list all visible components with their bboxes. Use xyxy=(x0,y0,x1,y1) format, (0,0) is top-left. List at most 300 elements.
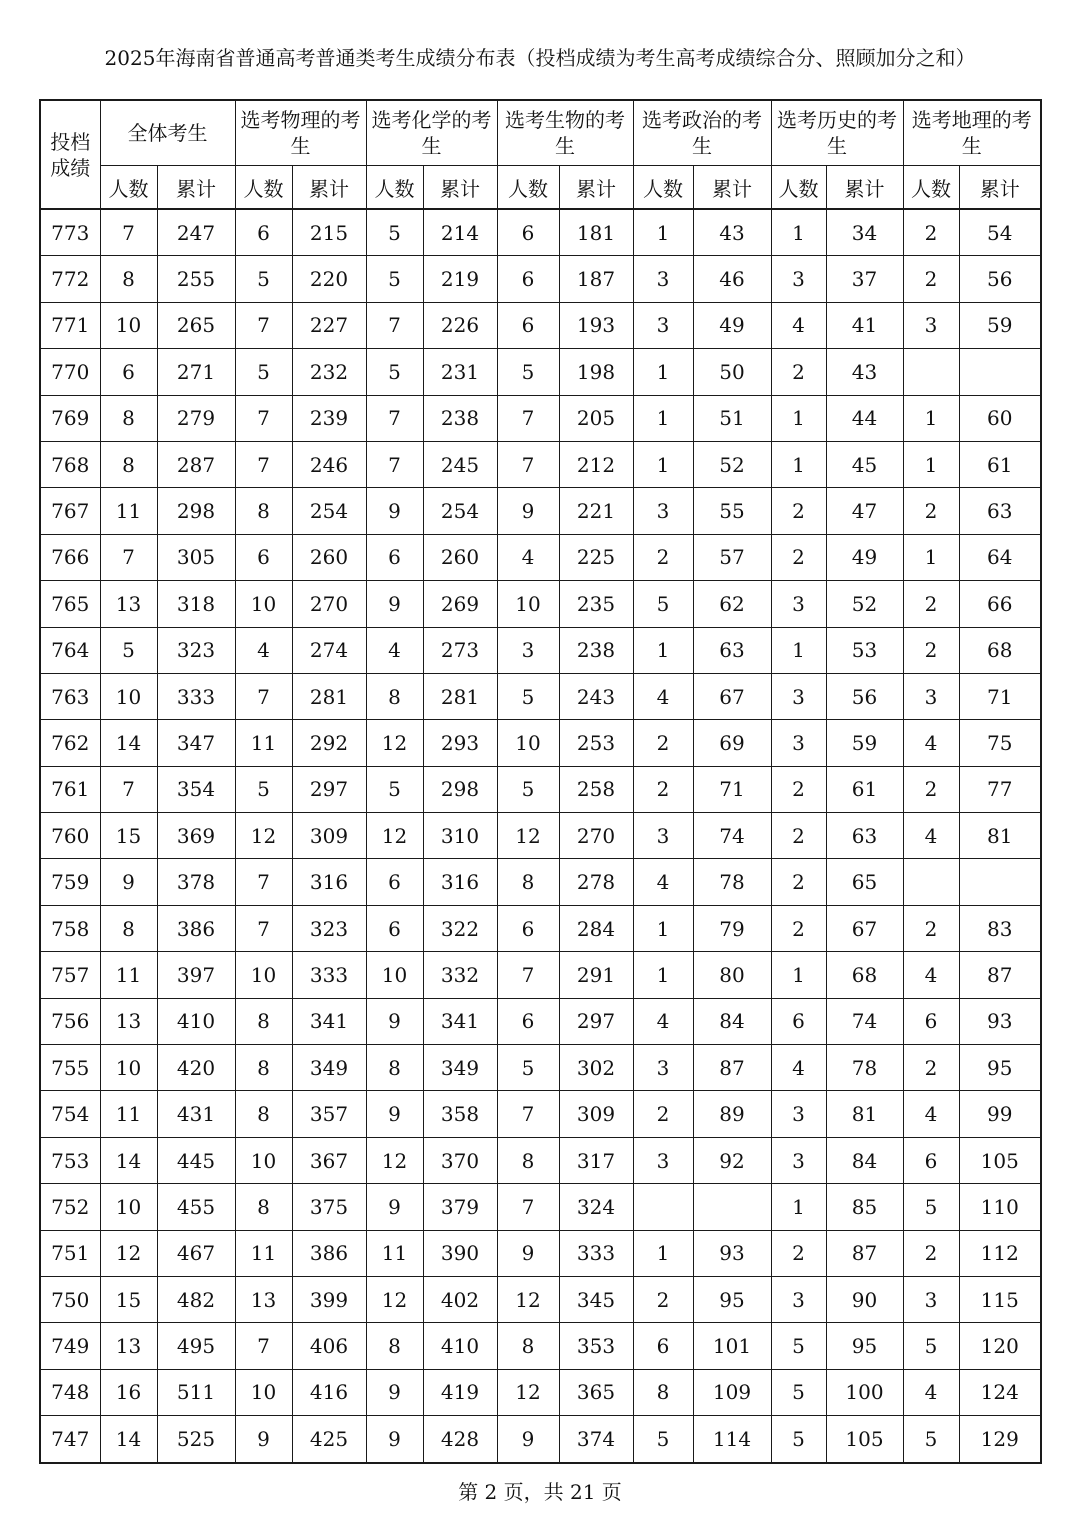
table-row xyxy=(40,720,1041,766)
cell-all-cumulative: 420 xyxy=(157,1045,235,1091)
cell-chemistry-cumulative: 238 xyxy=(423,395,497,441)
cell-all-cumulative: 347 xyxy=(157,720,235,766)
cell-history-count: 3 xyxy=(771,256,826,302)
cell-physics-cumulative: 232 xyxy=(292,349,366,395)
cell-history-count: 4 xyxy=(771,302,826,348)
cell-politics-cumulative: 95 xyxy=(693,1276,771,1322)
cell-politics-count: 8 xyxy=(633,1369,693,1415)
cell-physics-count: 9 xyxy=(235,1416,292,1463)
cell-physics-count: 4 xyxy=(235,627,292,673)
cell-history-count: 1 xyxy=(771,441,826,487)
cell-physics-count: 7 xyxy=(235,302,292,348)
cell-physics-count: 11 xyxy=(235,1230,292,1276)
cell-all-cumulative: 287 xyxy=(157,441,235,487)
cell-history-cumulative: 105 xyxy=(826,1416,903,1463)
cell-physics-count: 8 xyxy=(235,1184,292,1230)
cell-politics-cumulative: 101 xyxy=(693,1323,771,1369)
cell-politics-cumulative: 51 xyxy=(693,395,771,441)
cell-geography-count: 3 xyxy=(903,302,959,348)
cell-geography-count: 3 xyxy=(903,673,959,719)
table-row xyxy=(40,209,1041,256)
cell-all-cumulative: 455 xyxy=(157,1184,235,1230)
cell-politics-count: 6 xyxy=(633,1323,693,1369)
cell-chemistry-count: 11 xyxy=(366,1230,423,1276)
cell-physics-count: 7 xyxy=(235,859,292,905)
cell-biology-cumulative: 225 xyxy=(559,534,633,580)
cell-physics-count: 13 xyxy=(235,1276,292,1322)
cell-biology-count: 6 xyxy=(497,998,559,1044)
cell-geography-cumulative: 63 xyxy=(959,488,1041,534)
cell-chemistry-count: 9 xyxy=(366,1416,423,1463)
cell-chemistry-cumulative: 332 xyxy=(423,952,497,998)
cell-history-cumulative: 90 xyxy=(826,1276,903,1322)
cell-politics-cumulative: 74 xyxy=(693,813,771,859)
cell-chemistry-cumulative: 419 xyxy=(423,1369,497,1415)
table-header xyxy=(40,100,1041,209)
cell-geography-count: 5 xyxy=(903,1416,959,1463)
cell-all-cumulative: 482 xyxy=(157,1276,235,1322)
cumulative-header: 累计 xyxy=(559,166,633,210)
cell-chemistry-count: 8 xyxy=(366,1045,423,1091)
cell-physics-cumulative: 274 xyxy=(292,627,366,673)
cell-chemistry-count: 9 xyxy=(366,488,423,534)
cell-chemistry-count: 4 xyxy=(366,627,423,673)
cell-geography-cumulative xyxy=(959,859,1041,905)
cell-politics-count: 1 xyxy=(633,441,693,487)
cell-politics-count: 4 xyxy=(633,673,693,719)
cell-biology-count: 7 xyxy=(497,1184,559,1230)
cell-biology-cumulative: 235 xyxy=(559,581,633,627)
cell-score: 749 xyxy=(40,1323,100,1369)
cell-geography-count xyxy=(903,349,959,395)
cell-politics-cumulative: 93 xyxy=(693,1230,771,1276)
cell-physics-cumulative: 406 xyxy=(292,1323,366,1369)
cell-politics-cumulative: 79 xyxy=(693,905,771,951)
cell-all-cumulative: 354 xyxy=(157,766,235,812)
cell-score: 769 xyxy=(40,395,100,441)
count-header: 人数 xyxy=(235,166,292,210)
count-header: 人数 xyxy=(633,166,693,210)
cell-all-count: 7 xyxy=(100,534,157,580)
cell-geography-cumulative: 68 xyxy=(959,627,1041,673)
table-row xyxy=(40,1184,1041,1230)
cell-physics-cumulative: 386 xyxy=(292,1230,366,1276)
cell-politics-count: 1 xyxy=(633,209,693,256)
cell-biology-count: 5 xyxy=(497,349,559,395)
count-header: 人数 xyxy=(100,166,157,210)
cell-politics-cumulative xyxy=(693,1184,771,1230)
count-header: 人数 xyxy=(366,166,423,210)
cell-chemistry-count: 5 xyxy=(366,766,423,812)
cell-chemistry-count: 8 xyxy=(366,1323,423,1369)
cell-chemistry-count: 10 xyxy=(366,952,423,998)
cell-geography-count: 3 xyxy=(903,1276,959,1322)
cell-politics-cumulative: 80 xyxy=(693,952,771,998)
cell-biology-cumulative: 374 xyxy=(559,1416,633,1463)
cell-score: 758 xyxy=(40,905,100,951)
cell-chemistry-cumulative: 341 xyxy=(423,998,497,1044)
table-row xyxy=(40,998,1041,1044)
cell-politics-count: 3 xyxy=(633,488,693,534)
cell-geography-cumulative: 71 xyxy=(959,673,1041,719)
cell-all-cumulative: 378 xyxy=(157,859,235,905)
cell-history-count: 2 xyxy=(771,349,826,395)
cell-physics-cumulative: 375 xyxy=(292,1184,366,1230)
cell-politics-count: 2 xyxy=(633,1091,693,1137)
cell-chemistry-cumulative: 273 xyxy=(423,627,497,673)
cell-score: 764 xyxy=(40,627,100,673)
cell-all-cumulative: 318 xyxy=(157,581,235,627)
cell-all-cumulative: 305 xyxy=(157,534,235,580)
cell-politics-count: 3 xyxy=(633,1137,693,1183)
cell-history-count: 2 xyxy=(771,488,826,534)
cell-history-cumulative: 87 xyxy=(826,1230,903,1276)
cell-geography-cumulative: 87 xyxy=(959,952,1041,998)
cell-physics-cumulative: 254 xyxy=(292,488,366,534)
cell-geography-count: 2 xyxy=(903,256,959,302)
table-row xyxy=(40,1230,1041,1276)
cell-physics-count: 7 xyxy=(235,395,292,441)
cell-biology-cumulative: 212 xyxy=(559,441,633,487)
cell-geography-count: 4 xyxy=(903,1369,959,1415)
cumulative-header: 累计 xyxy=(693,166,771,210)
cell-history-cumulative: 74 xyxy=(826,998,903,1044)
cell-all-cumulative: 397 xyxy=(157,952,235,998)
cell-geography-cumulative: 59 xyxy=(959,302,1041,348)
cell-chemistry-cumulative: 226 xyxy=(423,302,497,348)
cell-history-count: 3 xyxy=(771,1091,826,1137)
cell-politics-cumulative: 109 xyxy=(693,1369,771,1415)
cell-physics-cumulative: 309 xyxy=(292,813,366,859)
cell-chemistry-cumulative: 402 xyxy=(423,1276,497,1322)
table-body xyxy=(40,209,1041,1463)
cell-geography-cumulative: 75 xyxy=(959,720,1041,766)
cell-all-count: 14 xyxy=(100,720,157,766)
cell-geography-count: 1 xyxy=(903,395,959,441)
cell-geography-cumulative: 93 xyxy=(959,998,1041,1044)
cell-biology-count: 6 xyxy=(497,905,559,951)
cell-score: 747 xyxy=(40,1416,100,1463)
cell-history-count: 3 xyxy=(771,720,826,766)
cell-politics-count: 1 xyxy=(633,395,693,441)
cell-geography-count: 2 xyxy=(903,1230,959,1276)
cell-history-cumulative: 68 xyxy=(826,952,903,998)
cell-geography-cumulative: 95 xyxy=(959,1045,1041,1091)
cell-geography-cumulative: 81 xyxy=(959,813,1041,859)
cell-biology-count: 7 xyxy=(497,952,559,998)
cell-biology-count: 8 xyxy=(497,1137,559,1183)
cell-biology-count: 12 xyxy=(497,813,559,859)
cell-biology-cumulative: 309 xyxy=(559,1091,633,1137)
cell-biology-cumulative: 198 xyxy=(559,349,633,395)
cell-chemistry-count: 6 xyxy=(366,534,423,580)
score-column-header: 投档成绩 xyxy=(40,100,100,209)
cell-physics-cumulative: 399 xyxy=(292,1276,366,1322)
cell-all-count: 15 xyxy=(100,813,157,859)
cell-history-count: 2 xyxy=(771,813,826,859)
table-row xyxy=(40,1416,1041,1463)
table-row xyxy=(40,581,1041,627)
cell-politics-count: 1 xyxy=(633,349,693,395)
table-row xyxy=(40,859,1041,905)
cell-all-count: 8 xyxy=(100,905,157,951)
cell-history-cumulative: 49 xyxy=(826,534,903,580)
cell-chemistry-count: 9 xyxy=(366,581,423,627)
cell-history-cumulative: 81 xyxy=(826,1091,903,1137)
group-header-biology: 选考生物的考生 xyxy=(497,100,633,166)
table-row xyxy=(40,395,1041,441)
cell-biology-cumulative: 181 xyxy=(559,209,633,256)
cell-politics-count: 3 xyxy=(633,1045,693,1091)
cell-politics-count: 1 xyxy=(633,627,693,673)
cumulative-header: 累计 xyxy=(157,166,235,210)
cell-politics-cumulative: 114 xyxy=(693,1416,771,1463)
cell-history-cumulative: 37 xyxy=(826,256,903,302)
cell-physics-count: 8 xyxy=(235,1091,292,1137)
cell-history-cumulative: 95 xyxy=(826,1323,903,1369)
cell-all-count: 11 xyxy=(100,488,157,534)
cell-geography-cumulative: 99 xyxy=(959,1091,1041,1137)
cell-geography-count: 4 xyxy=(903,720,959,766)
cell-score: 772 xyxy=(40,256,100,302)
cell-history-count: 1 xyxy=(771,627,826,673)
document-title: 2025年海南省普通高考普通类考生成绩分布表（投档成绩为考生高考成绩综合分、照顾加分之和） xyxy=(104,46,976,70)
cell-geography-count: 4 xyxy=(903,1091,959,1137)
cell-physics-cumulative: 333 xyxy=(292,952,366,998)
cell-geography-cumulative: 105 xyxy=(959,1137,1041,1183)
table-row xyxy=(40,766,1041,812)
cell-physics-cumulative: 260 xyxy=(292,534,366,580)
cell-physics-cumulative: 220 xyxy=(292,256,366,302)
cell-all-count: 8 xyxy=(100,256,157,302)
count-header: 人数 xyxy=(497,166,559,210)
cell-history-cumulative: 59 xyxy=(826,720,903,766)
cell-biology-cumulative: 258 xyxy=(559,766,633,812)
cell-score: 755 xyxy=(40,1045,100,1091)
cell-chemistry-count: 9 xyxy=(366,1369,423,1415)
cell-geography-cumulative: 129 xyxy=(959,1416,1041,1463)
cell-physics-cumulative: 270 xyxy=(292,581,366,627)
count-header: 人数 xyxy=(903,166,959,210)
cell-history-count: 1 xyxy=(771,209,826,256)
cell-geography-cumulative: 60 xyxy=(959,395,1041,441)
cell-physics-cumulative: 281 xyxy=(292,673,366,719)
cell-all-count: 10 xyxy=(100,1184,157,1230)
table-row xyxy=(40,1369,1041,1415)
cell-biology-cumulative: 187 xyxy=(559,256,633,302)
cell-biology-cumulative: 345 xyxy=(559,1276,633,1322)
cell-biology-count: 7 xyxy=(497,1091,559,1137)
cell-biology-cumulative: 291 xyxy=(559,952,633,998)
cell-history-cumulative: 47 xyxy=(826,488,903,534)
cell-all-cumulative: 333 xyxy=(157,673,235,719)
cell-history-count: 5 xyxy=(771,1416,826,1463)
cell-physics-count: 6 xyxy=(235,209,292,256)
cell-physics-cumulative: 215 xyxy=(292,209,366,256)
cell-chemistry-count: 12 xyxy=(366,1276,423,1322)
cell-physics-cumulative: 341 xyxy=(292,998,366,1044)
table-row xyxy=(40,1137,1041,1183)
cell-score: 771 xyxy=(40,302,100,348)
cell-chemistry-cumulative: 370 xyxy=(423,1137,497,1183)
cell-biology-cumulative: 333 xyxy=(559,1230,633,1276)
cell-history-cumulative: 53 xyxy=(826,627,903,673)
cell-chemistry-cumulative: 349 xyxy=(423,1045,497,1091)
cell-chemistry-count: 5 xyxy=(366,349,423,395)
cell-history-cumulative: 78 xyxy=(826,1045,903,1091)
cell-geography-count: 2 xyxy=(903,209,959,256)
cell-chemistry-count: 12 xyxy=(366,720,423,766)
cell-all-cumulative: 323 xyxy=(157,627,235,673)
cell-all-count: 10 xyxy=(100,1045,157,1091)
cell-biology-cumulative: 193 xyxy=(559,302,633,348)
cell-politics-cumulative: 46 xyxy=(693,256,771,302)
cell-chemistry-count: 12 xyxy=(366,1137,423,1183)
cell-physics-count: 10 xyxy=(235,1137,292,1183)
cell-biology-count: 9 xyxy=(497,1416,559,1463)
cell-history-count: 2 xyxy=(771,859,826,905)
cell-biology-cumulative: 270 xyxy=(559,813,633,859)
cell-history-cumulative: 65 xyxy=(826,859,903,905)
cell-physics-count: 11 xyxy=(235,720,292,766)
cell-politics-cumulative: 78 xyxy=(693,859,771,905)
cell-all-cumulative: 298 xyxy=(157,488,235,534)
cell-history-cumulative: 34 xyxy=(826,209,903,256)
cell-chemistry-cumulative: 293 xyxy=(423,720,497,766)
cell-all-cumulative: 410 xyxy=(157,998,235,1044)
cell-history-count: 5 xyxy=(771,1369,826,1415)
cell-biology-cumulative: 302 xyxy=(559,1045,633,1091)
cell-politics-count: 2 xyxy=(633,534,693,580)
cell-physics-count: 12 xyxy=(235,813,292,859)
header-row-subcolumns xyxy=(40,166,1041,210)
cell-all-cumulative: 279 xyxy=(157,395,235,441)
cell-geography-count: 6 xyxy=(903,1137,959,1183)
cell-chemistry-count: 9 xyxy=(366,998,423,1044)
cell-physics-count: 5 xyxy=(235,256,292,302)
cell-politics-count: 2 xyxy=(633,1276,693,1322)
cell-all-count: 8 xyxy=(100,441,157,487)
cell-score: 757 xyxy=(40,952,100,998)
cell-biology-count: 12 xyxy=(497,1369,559,1415)
cell-physics-count: 8 xyxy=(235,1045,292,1091)
cell-politics-cumulative: 52 xyxy=(693,441,771,487)
header-row-groups xyxy=(40,100,1041,166)
cell-score: 765 xyxy=(40,581,100,627)
table-row xyxy=(40,1323,1041,1369)
cell-politics-count: 3 xyxy=(633,813,693,859)
cell-all-cumulative: 431 xyxy=(157,1091,235,1137)
cell-chemistry-cumulative: 219 xyxy=(423,256,497,302)
table-row xyxy=(40,905,1041,951)
cell-score: 763 xyxy=(40,673,100,719)
cell-score: 752 xyxy=(40,1184,100,1230)
cell-geography-count: 6 xyxy=(903,998,959,1044)
cell-chemistry-cumulative: 322 xyxy=(423,905,497,951)
cell-physics-count: 7 xyxy=(235,673,292,719)
cell-chemistry-count: 9 xyxy=(366,1184,423,1230)
cell-geography-count: 2 xyxy=(903,488,959,534)
cell-chemistry-cumulative: 214 xyxy=(423,209,497,256)
cell-politics-count: 1 xyxy=(633,905,693,951)
cell-geography-cumulative: 56 xyxy=(959,256,1041,302)
cell-physics-cumulative: 239 xyxy=(292,395,366,441)
cell-politics-count: 2 xyxy=(633,766,693,812)
cell-geography-cumulative: 124 xyxy=(959,1369,1041,1415)
cell-score: 754 xyxy=(40,1091,100,1137)
cell-biology-count: 6 xyxy=(497,302,559,348)
cell-history-cumulative: 100 xyxy=(826,1369,903,1415)
cell-all-cumulative: 255 xyxy=(157,256,235,302)
cell-geography-cumulative: 120 xyxy=(959,1323,1041,1369)
cell-geography-count: 2 xyxy=(903,1045,959,1091)
cell-history-count: 3 xyxy=(771,673,826,719)
cell-chemistry-cumulative: 298 xyxy=(423,766,497,812)
cell-all-count: 8 xyxy=(100,395,157,441)
cell-history-cumulative: 85 xyxy=(826,1184,903,1230)
cell-geography-cumulative: 61 xyxy=(959,441,1041,487)
cell-chemistry-count: 6 xyxy=(366,859,423,905)
cell-politics-count xyxy=(633,1184,693,1230)
cell-history-cumulative: 67 xyxy=(826,905,903,951)
cell-chemistry-count: 8 xyxy=(366,673,423,719)
cell-biology-count: 5 xyxy=(497,766,559,812)
cell-chemistry-cumulative: 281 xyxy=(423,673,497,719)
cell-politics-count: 4 xyxy=(633,859,693,905)
cell-chemistry-cumulative: 410 xyxy=(423,1323,497,1369)
cell-physics-cumulative: 416 xyxy=(292,1369,366,1415)
cell-history-cumulative: 56 xyxy=(826,673,903,719)
cell-history-cumulative: 63 xyxy=(826,813,903,859)
table-row xyxy=(40,1091,1041,1137)
table-row xyxy=(40,627,1041,673)
cell-politics-cumulative: 50 xyxy=(693,349,771,395)
cell-politics-cumulative: 43 xyxy=(693,209,771,256)
cell-physics-count: 10 xyxy=(235,952,292,998)
cell-geography-count: 2 xyxy=(903,905,959,951)
table-row xyxy=(40,673,1041,719)
cell-biology-count: 3 xyxy=(497,627,559,673)
cell-politics-cumulative: 49 xyxy=(693,302,771,348)
cell-politics-cumulative: 62 xyxy=(693,581,771,627)
cell-geography-cumulative: 112 xyxy=(959,1230,1041,1276)
cell-all-count: 13 xyxy=(100,998,157,1044)
cell-chemistry-count: 5 xyxy=(366,256,423,302)
cell-score: 762 xyxy=(40,720,100,766)
page-footer: 第 2 页，共 21 页 xyxy=(458,1480,622,1504)
group-header-chemistry: 选考化学的考生 xyxy=(366,100,497,166)
cell-biology-cumulative: 353 xyxy=(559,1323,633,1369)
cell-geography-cumulative: 77 xyxy=(959,766,1041,812)
cell-all-cumulative: 511 xyxy=(157,1369,235,1415)
cell-politics-cumulative: 87 xyxy=(693,1045,771,1091)
cell-biology-cumulative: 243 xyxy=(559,673,633,719)
cell-all-count: 9 xyxy=(100,859,157,905)
cell-all-cumulative: 445 xyxy=(157,1137,235,1183)
cell-biology-count: 5 xyxy=(497,1045,559,1091)
cell-politics-count: 1 xyxy=(633,1230,693,1276)
cell-history-cumulative: 45 xyxy=(826,441,903,487)
cell-history-cumulative: 44 xyxy=(826,395,903,441)
cell-geography-count: 1 xyxy=(903,441,959,487)
cell-physics-count: 8 xyxy=(235,998,292,1044)
cell-chemistry-cumulative: 390 xyxy=(423,1230,497,1276)
cell-biology-cumulative: 278 xyxy=(559,859,633,905)
group-header-politics: 选考政治的考生 xyxy=(633,100,771,166)
cell-chemistry-cumulative: 316 xyxy=(423,859,497,905)
group-header-history: 选考历史的考生 xyxy=(771,100,903,166)
table-row xyxy=(40,952,1041,998)
